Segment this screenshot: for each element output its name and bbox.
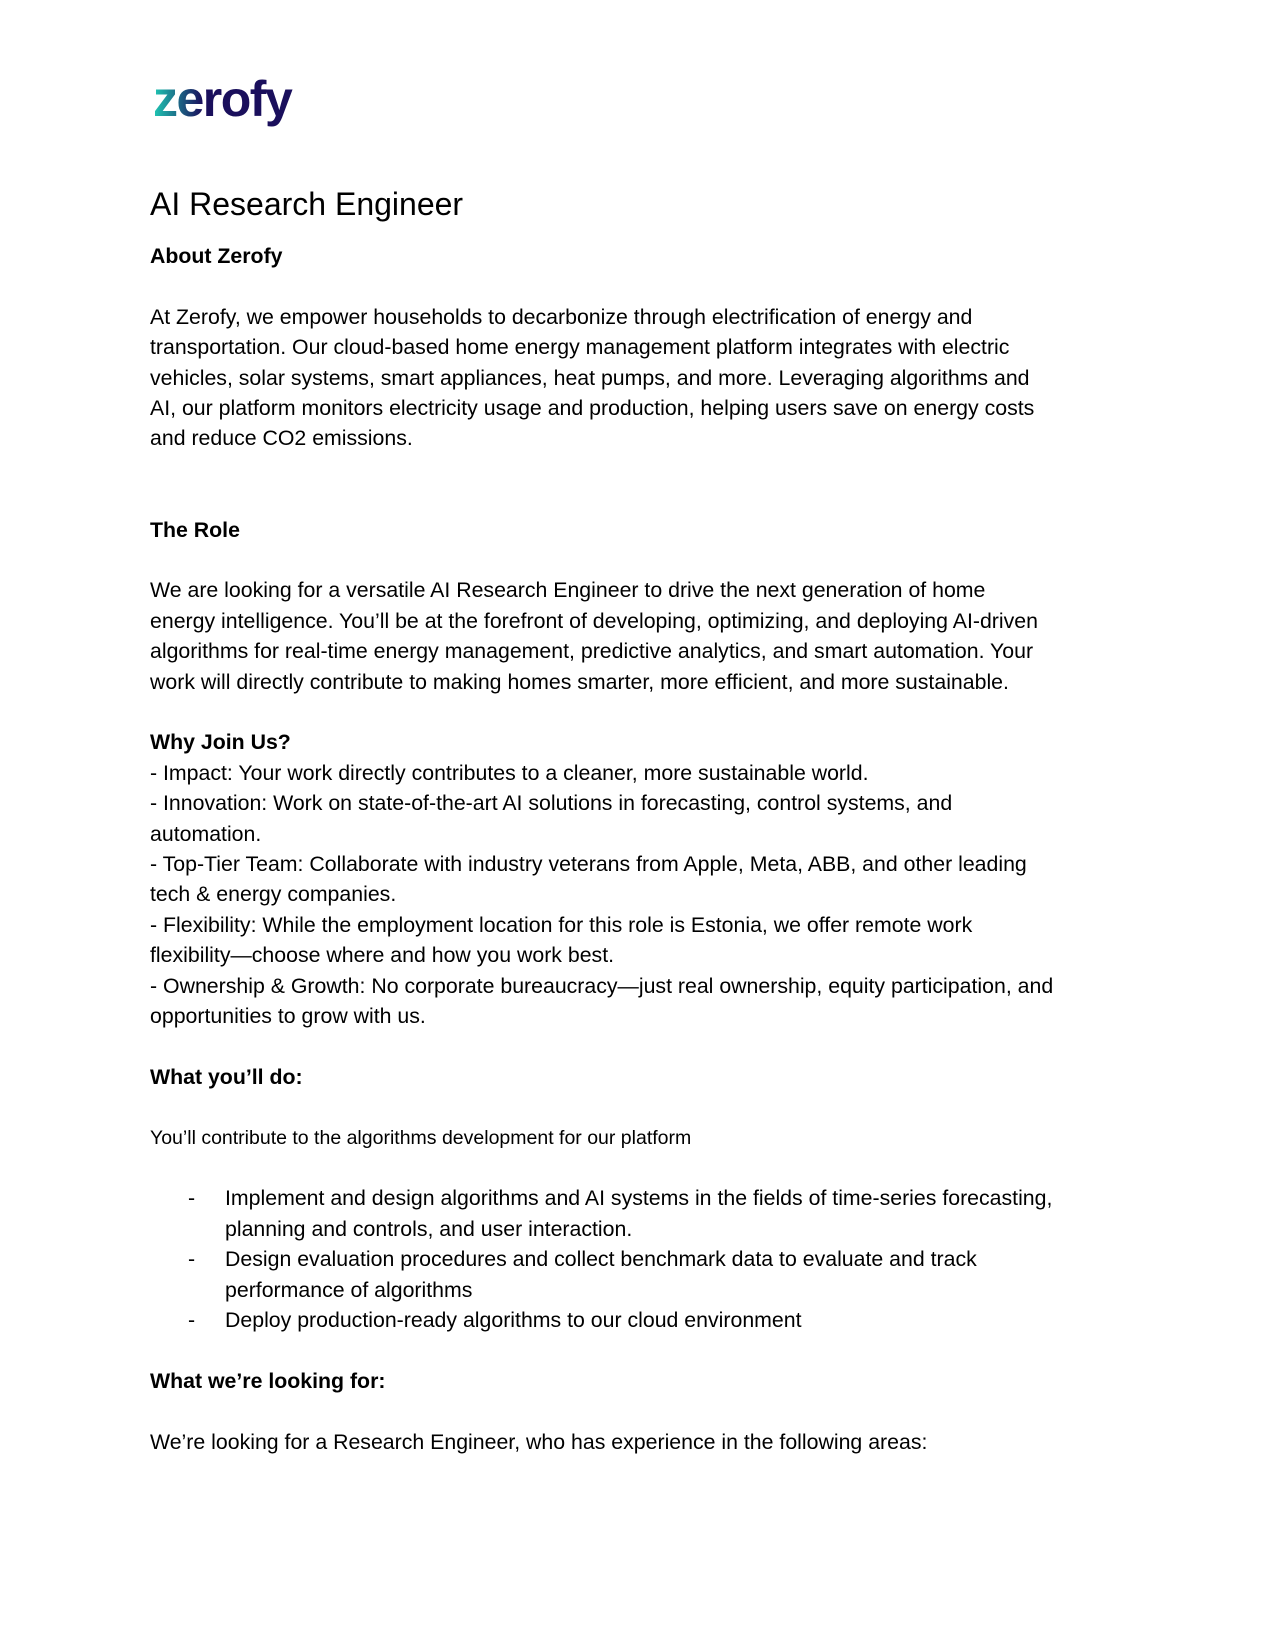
about-heading: About Zerofy <box>150 244 283 268</box>
page-title: AI Research Engineer <box>150 186 464 222</box>
do-intro: You’ll contribute to the algorithms development for our platform <box>150 1126 692 1149</box>
why-line: flexibility—choose where and how you work best. <box>150 943 615 968</box>
why-line: opportunities to grow with us. <box>150 1004 426 1029</box>
why-list <box>150 758 1135 1032</box>
role-line: We are looking for a versatile AI Research Engineer to drive the next generation of home <box>150 578 986 603</box>
zerofy-logo-wordmark <box>153 74 313 134</box>
about-line: vehicles, solar systems, smart appliances, heat pumps, and more. Leveraging algorithms and <box>150 365 1030 390</box>
why-line: - Ownership & Growth: No corporate bureaucracy—just real ownership, equity participation, and <box>150 973 1054 998</box>
list-item <box>150 1183 1135 1244</box>
why-line: tech & energy companies. <box>150 882 397 907</box>
list-item <box>150 1305 1135 1335</box>
list-item-line: planning and controls, and user interaction. <box>225 1216 633 1241</box>
why-line: - Impact: Your work directly contributes to a cleaner, more sustainable world. <box>150 760 869 785</box>
do-list <box>150 1183 1135 1335</box>
list-item-line: Design evaluation procedures and collect benchmark data to evaluate and track <box>225 1247 977 1272</box>
role-paragraph <box>150 575 1135 697</box>
why-line: automation. <box>150 821 262 846</box>
list-item <box>150 1244 1135 1305</box>
about-paragraph <box>150 302 1135 454</box>
zerofy-logo <box>153 64 313 134</box>
why-heading: Why Join Us? <box>150 730 291 755</box>
logo-text: zerofy <box>153 74 292 127</box>
looking-heading: What we’re looking for: <box>150 1368 386 1393</box>
list-item-line: performance of algorithms <box>225 1277 473 1302</box>
why-line: - Innovation: Work on state-of-the-art AI solutions in forecasting, control systems, and <box>150 791 953 816</box>
dash-bullet: - <box>188 1308 196 1333</box>
why-line: - Flexibility: While the employment location for this role is Estonia, we offer remote work <box>150 912 973 937</box>
looking-intro: We’re looking for a Research Engineer, who has experience in the following areas: <box>150 1429 928 1454</box>
why-line: - Top-Tier Team: Collaborate with industry veterans from Apple, Meta, ABB, and other leading <box>150 852 1027 877</box>
do-heading: What you’ll do: <box>150 1064 303 1089</box>
about-line: and reduce CO2 emissions. <box>150 426 413 451</box>
role-line: algorithms for real-time energy management, predictive analytics, and smart automation. Your <box>150 639 1034 664</box>
role-heading: The Role <box>150 517 240 542</box>
document-body <box>150 241 1135 1457</box>
about-line: At Zerofy, we empower households to decarbonize through electrification of energy and <box>150 304 973 329</box>
about-line: transportation. Our cloud-based home energy management platform integrates with electric <box>150 335 1010 360</box>
dash-bullet: - <box>188 1186 196 1211</box>
role-line: work will directly contribute to making homes smarter, more efficient, and more sustainable. <box>150 669 1009 694</box>
about-line: AI, our platform monitors electricity usage and production, helping users save on energy costs <box>150 396 1035 421</box>
list-item-line: Implement and design algorithms and AI systems in the fields of time-series forecasting, <box>225 1186 1053 1211</box>
role-line: energy intelligence. You’ll be at the forefront of developing, optimizing, and deploying AI-driven <box>150 608 1038 633</box>
dash-bullet: - <box>188 1247 196 1272</box>
list-item-line: Deploy production-ready algorithms to our cloud environment <box>225 1308 802 1333</box>
